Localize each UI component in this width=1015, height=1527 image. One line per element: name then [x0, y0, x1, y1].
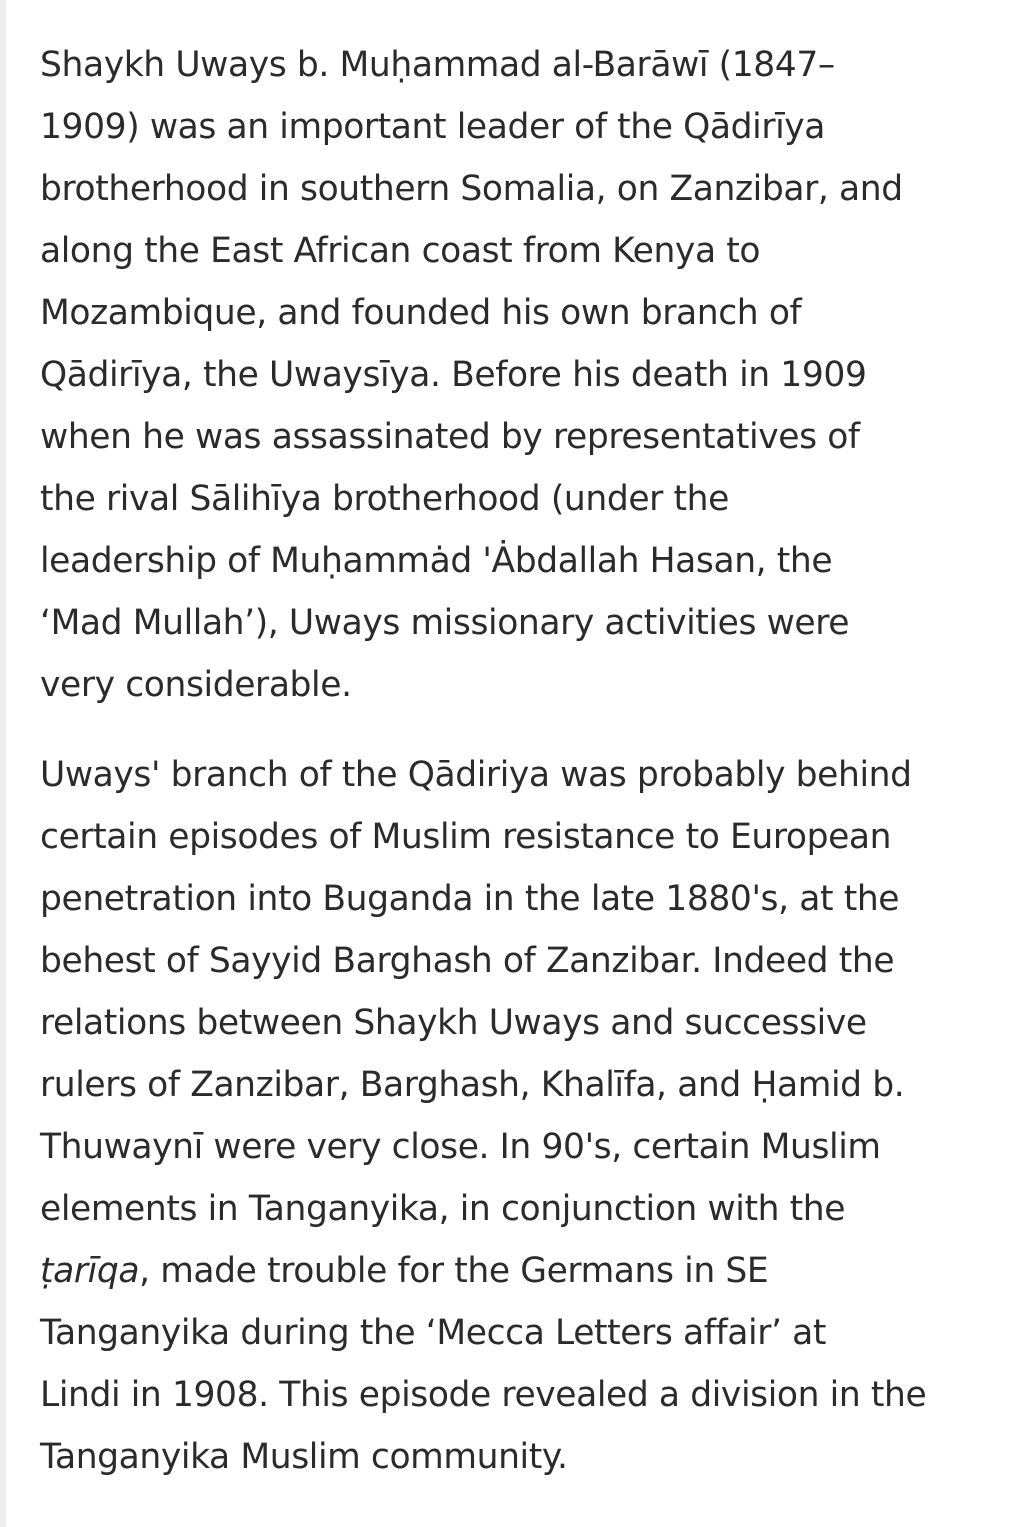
text-line: Qādirīya, the Uwaysīya. Before his death in 1909	[40, 355, 867, 395]
paragraph-1	[40, 34, 990, 716]
text-line: Tanganyika Muslim community.	[40, 1437, 568, 1477]
text-line: when he was assassinated by representatives of	[40, 417, 860, 457]
text-line: penetration into Buganda in the late 1880's, at the	[40, 879, 900, 919]
text-line: Lindi in 1908. This episode revealed a division in the	[40, 1375, 927, 1415]
text-line: the rival Sālihīya brotherhood (under the	[40, 479, 729, 519]
text-line: very considerable.	[40, 665, 352, 705]
text-line: relations between Shaykh Uways and successive	[40, 1003, 867, 1043]
text-line: Tanganyika during the ‘Mecca Letters affair’ at	[40, 1313, 827, 1353]
text-line: certain episodes of Muslim resistance to European	[40, 817, 892, 857]
italic-term: ṭarīqa	[40, 1251, 140, 1291]
text-line	[40, 1240, 990, 1302]
text-line: rulers of Zanzibar, Barghash, Khalīfa, and Ḥamid b.	[40, 1065, 905, 1105]
text-line: ‘Mad Mullah’), Uways missionary activities were	[40, 603, 850, 643]
text-line: along the East African coast from Kenya to	[40, 231, 761, 271]
text-line: Thuwaynī were very close. In 90's, certain Muslim	[40, 1127, 881, 1167]
text-line: brotherhood in southern Somalia, on Zanzibar, and	[40, 169, 903, 209]
text-line: behest of Sayyid Barghash of Zanzibar. Indeed the	[40, 941, 895, 981]
paragraph-2	[40, 744, 990, 1488]
text-line: Uways' branch of the Qādiriya was probably behind	[40, 755, 912, 795]
text-line: Mozambique, and founded his own branch of	[40, 293, 802, 333]
article-body	[40, 34, 990, 1488]
left-margin-rule	[0, 0, 6, 1527]
text-line: leadership of Muḥammȧd 'Ȧbdallah Hasan, the	[40, 541, 833, 581]
text-line: 1909) was an important leader of the Qādirīya	[40, 107, 826, 147]
text-line: elements in Tanganyika, in conjunction with the	[40, 1189, 846, 1229]
text-line: Shaykh Uways b. Muḥammad al-Barāwī (1847–	[40, 45, 835, 85]
text-line-rest: , made trouble for the Germans in SE	[139, 1251, 769, 1291]
